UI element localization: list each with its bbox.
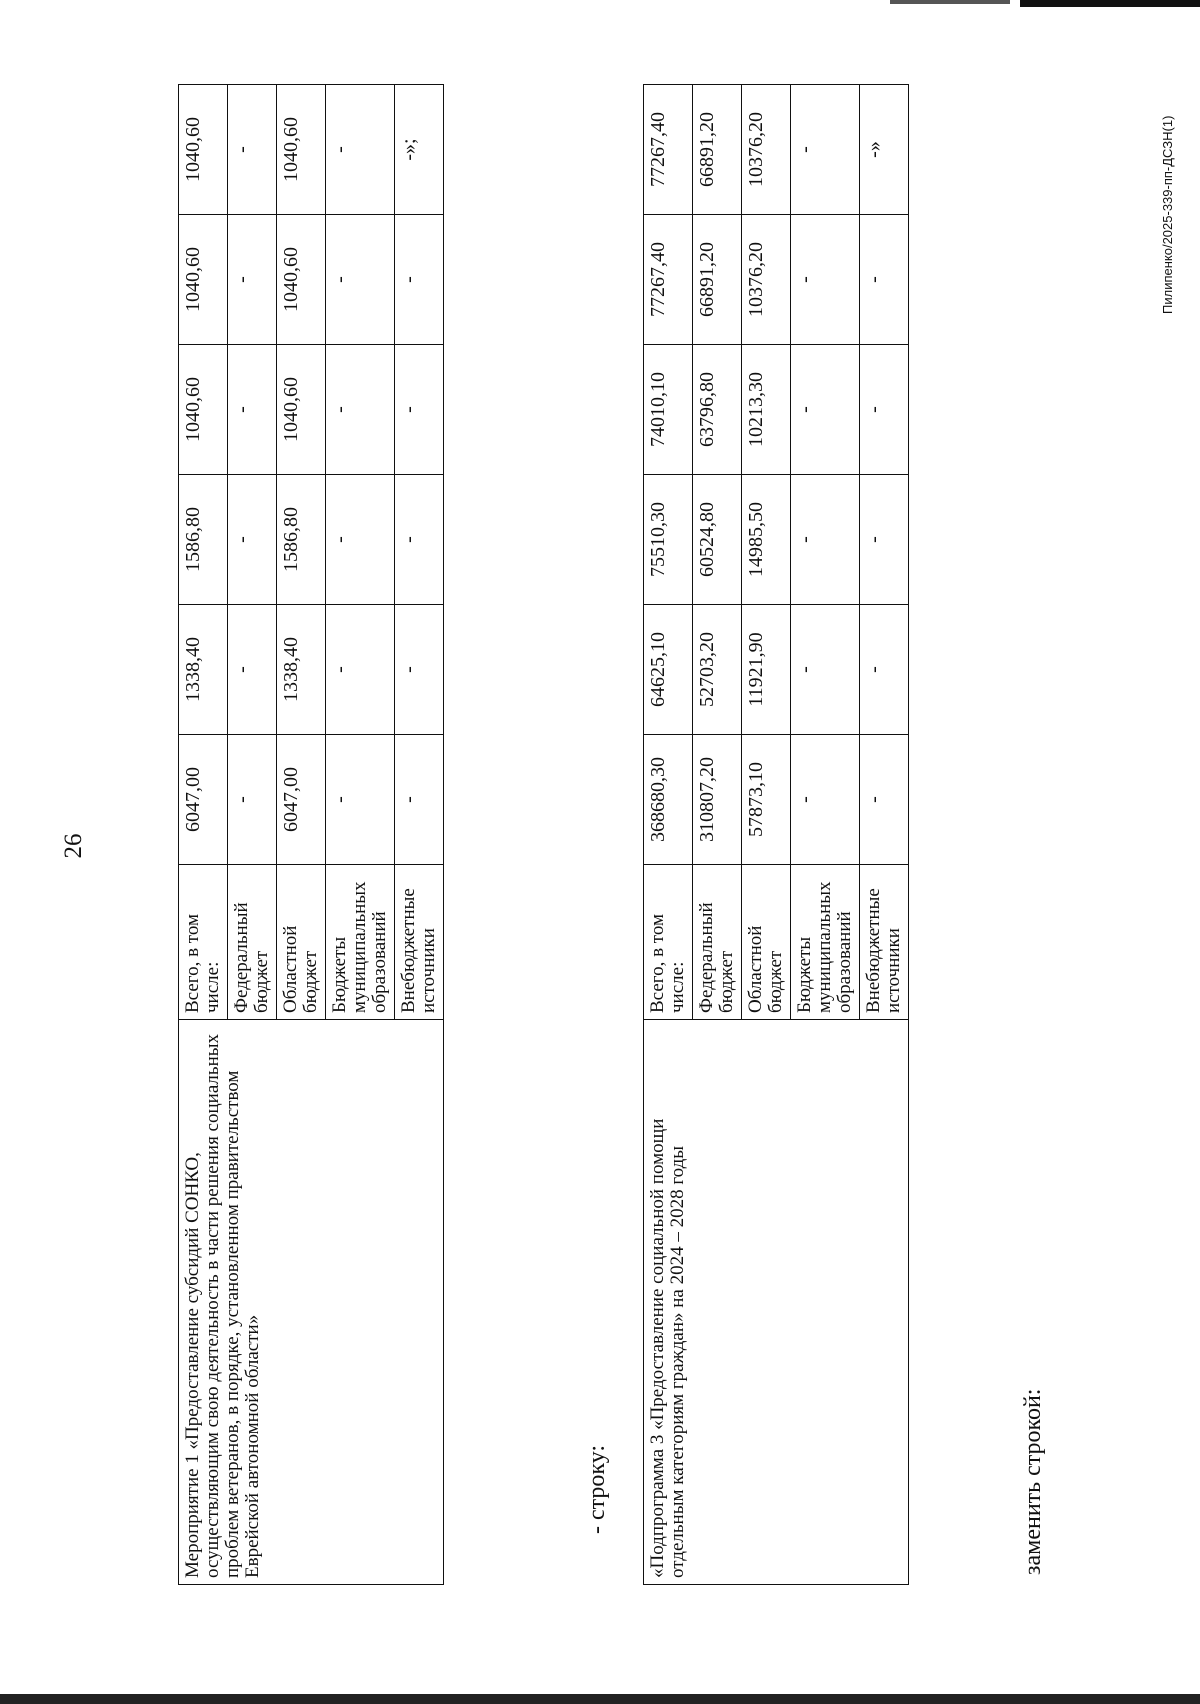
amount-cell: - [395,735,444,865]
amount-cell: - [326,605,395,735]
amount-cell: 66891,20 [693,85,742,215]
amount-cell: 75510,30 [644,475,693,605]
document-code: Пилипенко/2025-339-пп-ДСЗН(1) [1160,115,1175,314]
item-name-cell: Мероприятие 1 «Предоставление субсидий СОНКО, осуществляющим свою деятельность в части решения социальных проблем ветеранов, в порядке, установленном правительством Еврейской автономной области» [179,1020,444,1585]
table-row [179,85,228,1585]
funding-source-cell: Внебюджетные источники [860,865,909,1020]
amount-cell: - [395,345,444,475]
amount-cell: - [791,605,860,735]
amount-cell: 60524,80 [693,475,742,605]
amount-cell: 14985,50 [742,475,791,605]
amount-cell: 11921,90 [742,605,791,735]
amount-cell: - [791,735,860,865]
funding-source-cell: Федеральный бюджет [693,865,742,1020]
amount-cell: - [326,85,395,215]
amount-cell: - [228,605,277,735]
amount-cell: - [228,215,277,345]
amount-cell: 1040,60 [179,345,228,475]
amount-cell: - [791,215,860,345]
amount-cell: 10213,30 [742,345,791,475]
amount-cell: - [395,215,444,345]
amount-cell: - [326,345,395,475]
page-number: 26 [60,833,87,859]
funding-source-cell: Областной бюджет [277,865,326,1020]
amount-cell: 66891,20 [693,215,742,345]
amount-cell: - [791,475,860,605]
amount-cell: - [860,215,909,345]
funding-source-cell: Бюджеты муниципальных образований [326,865,395,1020]
funding-source-cell: Федеральный бюджет [228,865,277,1020]
amount-cell: - [860,475,909,605]
amount-cell: 1586,80 [277,475,326,605]
amount-cell: - [228,475,277,605]
amount-cell: - [860,605,909,735]
instruction-stroku: - строку: [584,1444,610,1534]
funding-source-cell: Всего, в том числе: [179,865,228,1020]
amount-cell: 1040,60 [179,215,228,345]
amount-cell: - [860,735,909,865]
amount-cell: 74010,10 [644,345,693,475]
amount-cell: 77267,40 [644,85,693,215]
amount-cell: 1586,80 [179,475,228,605]
funding-source-cell: Внебюджетные источники [395,865,444,1020]
amount-cell: 10376,20 [742,85,791,215]
amount-cell: - [791,345,860,475]
table-row [644,85,693,1585]
amount-cell: 1338,40 [179,605,228,735]
amount-cell: - [395,475,444,605]
amount-cell: 6047,00 [179,735,228,865]
amount-cell: 1040,60 [277,85,326,215]
amount-cell: -»; [395,85,444,215]
amount-cell: 52703,20 [693,605,742,735]
amount-cell: 368680,30 [644,735,693,865]
amount-cell: 64625,10 [644,605,693,735]
amount-cell: - [326,475,395,605]
amount-cell: 77267,40 [644,215,693,345]
amount-cell: 10376,20 [742,215,791,345]
funding-source-cell: Всего, в том числе: [644,865,693,1020]
amount-cell: 57873,10 [742,735,791,865]
amount-cell: - [326,215,395,345]
amount-cell: -» [860,85,909,215]
amount-cell: - [791,85,860,215]
funding-table-subprogram-3 [643,84,909,1585]
amount-cell: 1338,40 [277,605,326,735]
item-name-cell: «Подпрограмма 3 «Предоставление социальной помощи отдельным категориям граждан» на 2024 – 2028 годы [644,1020,909,1585]
instruction-zamenit: заменить строкой: [1020,1388,1046,1575]
amount-cell: 1040,60 [277,345,326,475]
amount-cell: 63796,80 [693,345,742,475]
amount-cell: 310807,20 [693,735,742,865]
funding-source-cell: Областной бюджет [742,865,791,1020]
amount-cell: - [860,345,909,475]
amount-cell: - [228,85,277,215]
funding-table-event-1 [178,84,444,1585]
amount-cell: - [326,735,395,865]
amount-cell: - [228,345,277,475]
amount-cell: 1040,60 [277,215,326,345]
amount-cell: 1040,60 [179,85,228,215]
amount-cell: - [228,735,277,865]
funding-source-cell: Бюджеты муниципальных образований [791,865,860,1020]
amount-cell: - [395,605,444,735]
amount-cell: 6047,00 [277,735,326,865]
